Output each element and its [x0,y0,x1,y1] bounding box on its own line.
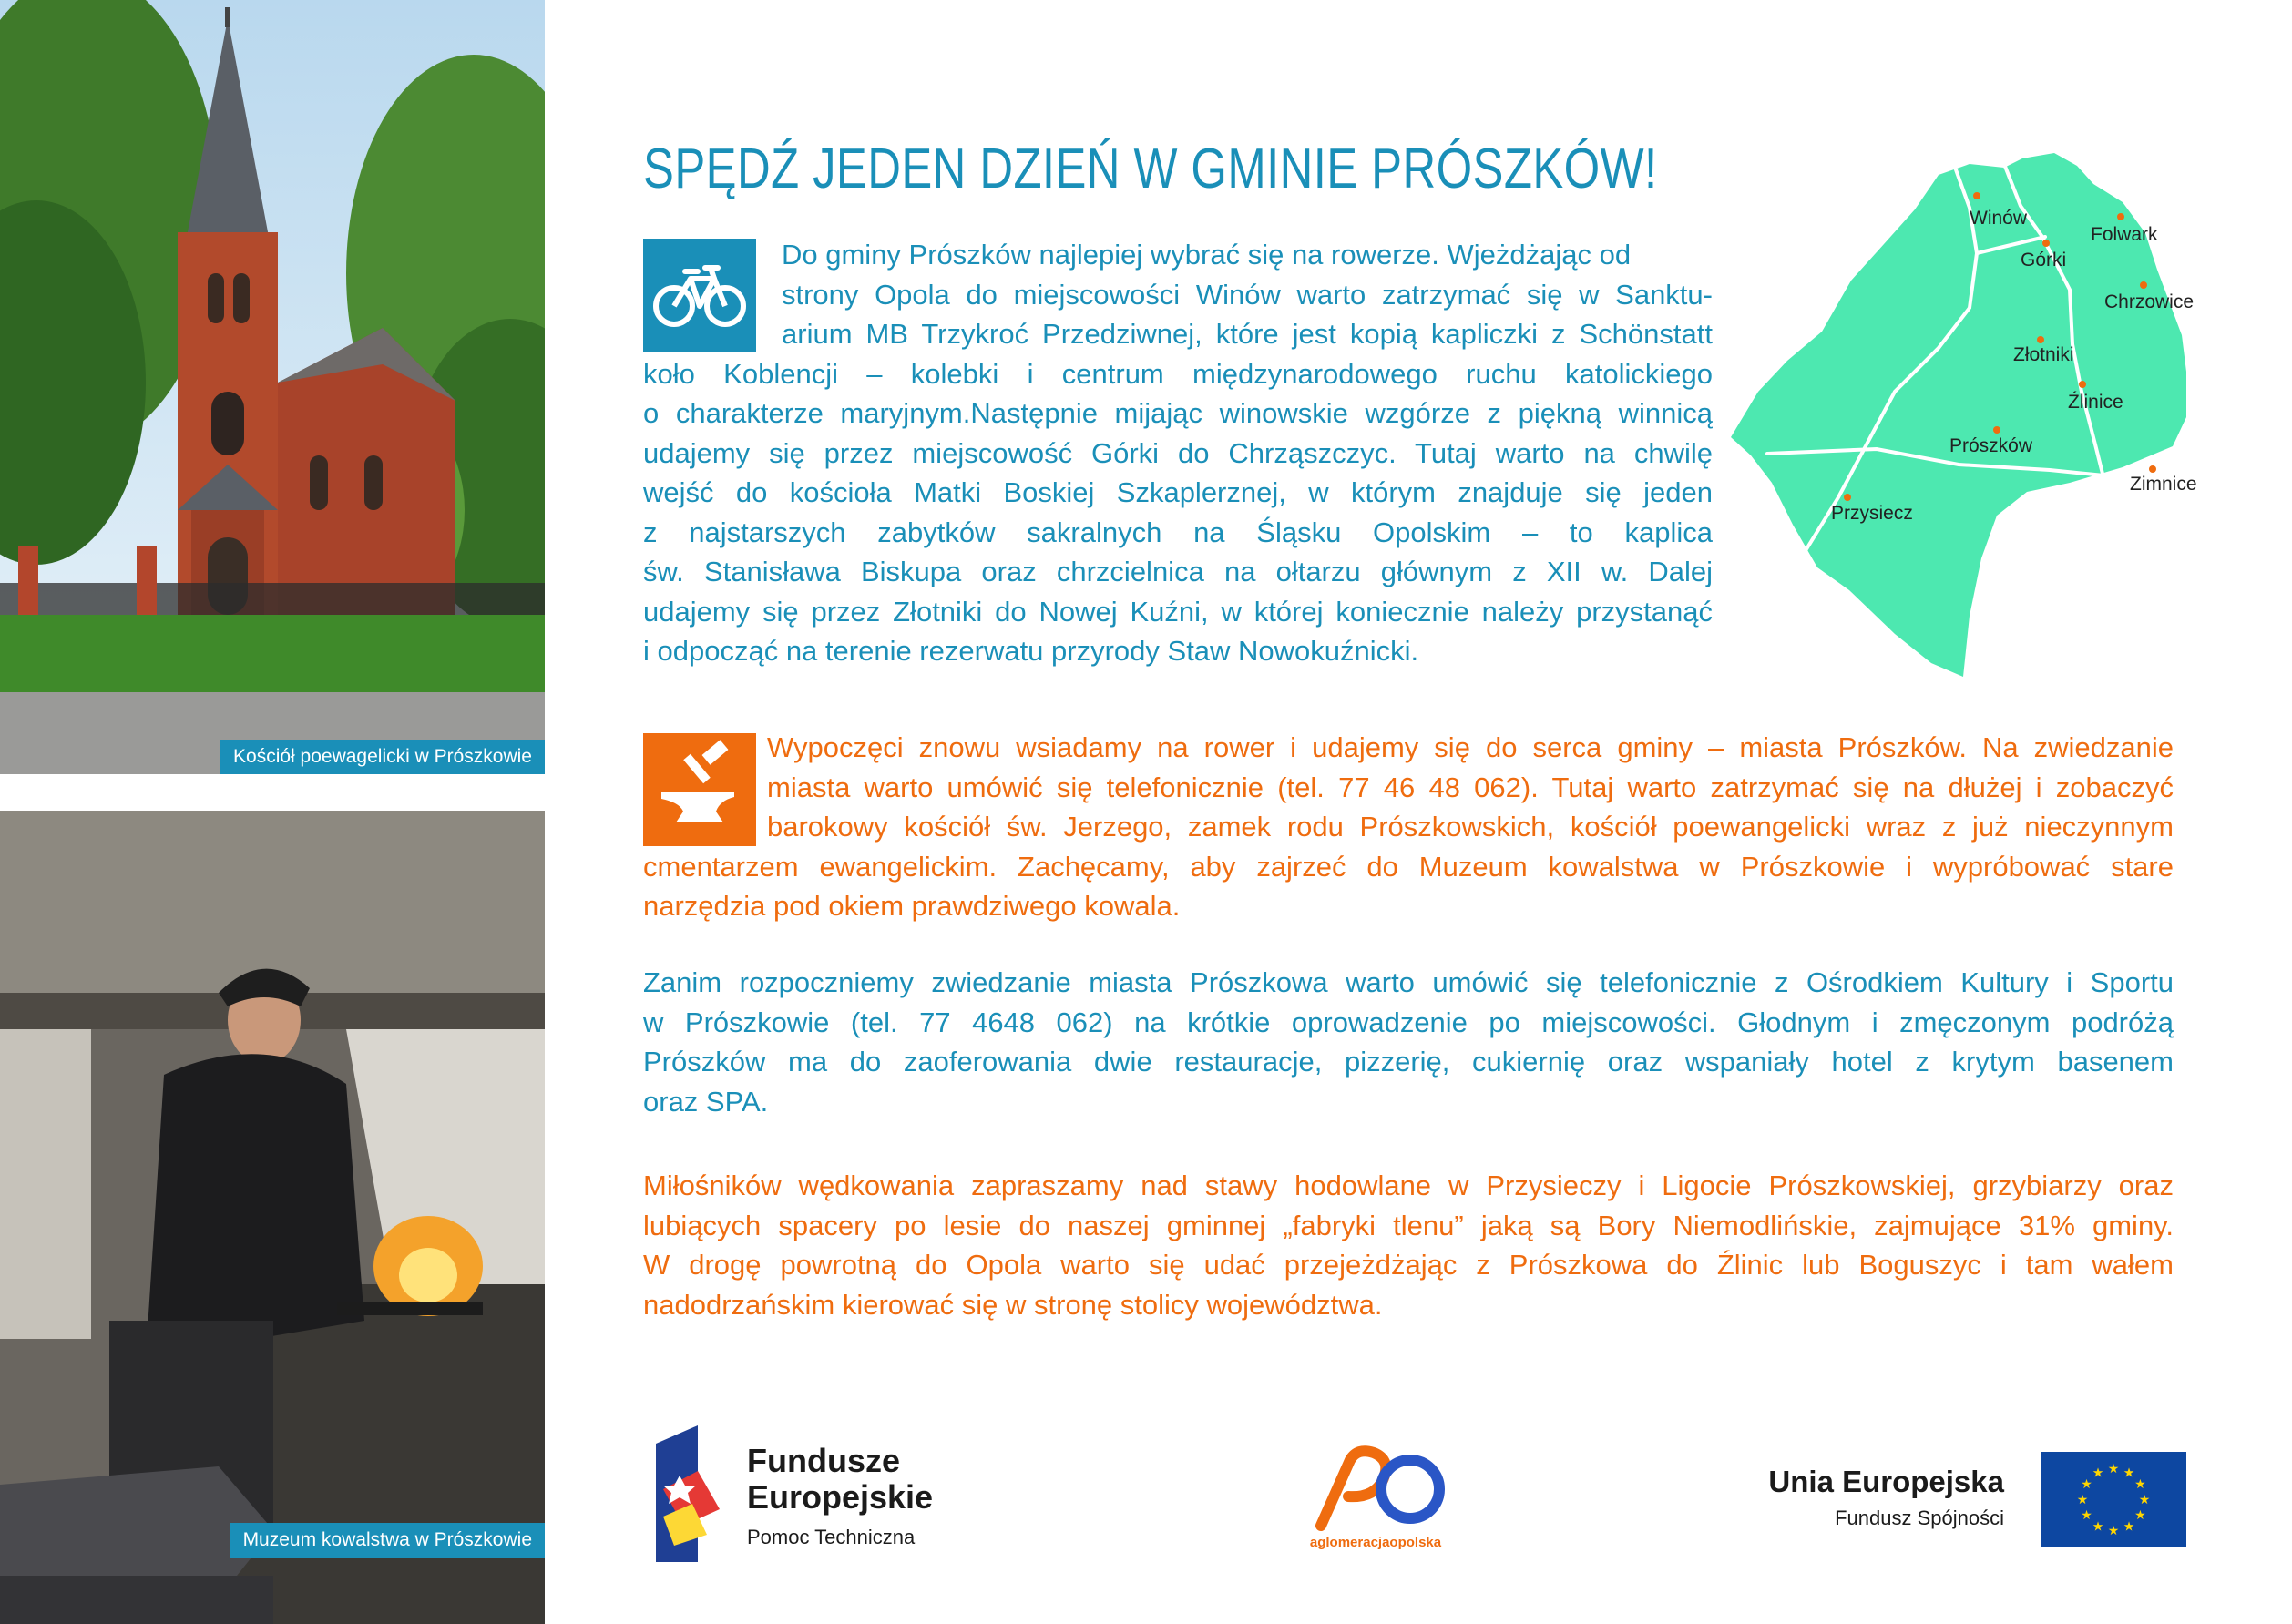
text-line: barokowy kościół św. Jerzego, zamek rodu Prószkowskich, kościół poewangelicki wraz z już nieczynnym [767,811,2174,843]
fe-line1: Fundusze [747,1442,900,1479]
eu-star-icon: ★ [2123,1466,2135,1481]
eu-star-icon: ★ [2134,1508,2146,1523]
text-line: miasta warto umówić się telefonicznie (tel. 77 46 48 062). Tutaj warto zatrzymać się na dłużej i zobaczyć [767,771,2174,803]
map-label-zlinice: Źlinice [2068,392,2123,413]
forge-photo [0,811,545,1624]
text-line: strony Opola do miejscowości Winów warto zatrzymać się w Sanktu- [782,278,1713,311]
aglomeracja-opolska-logo [1294,1444,1458,1562]
map-label-zimnice: Zimnice [2130,474,2197,495]
text-line: cmentarzem ewangelickim. Zachęcamy, aby zajrzeć do Muzeum kowalstwa w Prószkowie i wypróbować stare [643,850,2174,883]
page-title: SPĘDŹ JEDEN DZIEŃ W GMINIE PRÓSZKÓW! [643,138,1658,200]
text-line: lubiących spacery po lesie do naszej gminnej „fabryki tlenu” jaką są Bory Niemodlińskie, zajmujące 31% gminy. [643,1209,2174,1241]
text-line: wejść do kościoła Matki Boskiej Szkaplerznej, w którym znajduje się jeden [643,476,1713,508]
eu-star-icon: ★ [2107,1524,2120,1538]
eu-star-icon: ★ [2123,1519,2135,1535]
ao-text: aglomeracjaopolska [1309,1535,1442,1550]
info-paragraph [643,963,2174,1121]
text-line: Miłośników wędkowania zapraszamy nad stawy hodowlane w Przysieczy i Ligocie Prószkowskiej, grzybiarzy oraz [643,1169,2174,1201]
intro-paragraph [643,235,1713,671]
church-photo [0,0,545,774]
church-caption: Kościół poewagelicki w Prószkowie [220,740,545,774]
ue-line2: Fundusz Spójności [1835,1507,2004,1529]
fe-line3: Pomoc Techniczna [747,1526,916,1548]
text-line: Prószków ma do zaoferowania dwie restauracje, pizzerię, cukiernię oraz wspaniały hotel z krytym basenem [643,1046,2174,1078]
gmina-map [1731,153,2241,679]
text-line: Wypoczęci znowu wsiadamy na rower i udajemy się do serca gminy – miasta Prószków. Na zwiedzanie [767,731,2174,763]
text-line: Do gminy Prószków najlepiej wybrać się na rowerze. Wjeżdżając od [782,239,1632,271]
text-line: oraz SPA. [643,1085,769,1118]
leisure-paragraph [643,1166,2174,1324]
text-line: koło Koblencji – kolebki i centrum międzynarodowego ruchu katolickiego [643,357,1713,390]
text-line: św. Stanisława Biskupa oraz chrzcielnica na ołtarzu głównym z XII w. Dalej [643,556,1713,587]
fe-line2: Europejskie [747,1478,934,1516]
town-paragraph [643,728,2174,926]
photo-column [0,0,545,1624]
text-line: arium MB Trzykroć Przedziwnej, które jest kopią kapliczki z Schönstatt [782,318,1713,350]
map-label-proszkow: Prószków [1949,435,2033,456]
text-line: z najstarszych zabytków sakralnych na Śląsku Opolskim – to kaplica [643,516,1713,548]
text-line: W drogę powrotną do Opola warto się udać przejeżdżając z Prószkowa do Źlinic lub Boguszyc i tam wałem [643,1249,2174,1281]
forge-caption: Muzeum kowalstwa w Prószkowie [230,1523,545,1558]
eu-star-icon: ★ [2138,1493,2151,1507]
text-line: i odpocząć na terenie rezerwatu przyrody Staw Nowokuźnicki. [643,635,1419,667]
text-line: Zanim rozpoczniemy zwiedzanie miasta Prószkowa warto umówić się telefonicznie z Ośrodkiem Kultury i Sportu [643,966,2174,998]
map-label-zlotniki: Złotniki [2013,344,2074,365]
eu-star-icon: ★ [2092,1466,2104,1481]
unia-europejska-logo [1749,1452,2186,1552]
map-label-winow: Winów [1970,208,2028,229]
text-line: narzędzia pod okiem prawdziwego kowala. [643,890,1181,922]
map-label-przysiecz: Przysiecz [1831,503,1913,524]
eu-star-icon: ★ [2092,1519,2104,1535]
fundusze-europejskie-logo [656,1425,1020,1562]
text-line: o charakterze maryjnym.Następnie mijając winowskie wzgórze z piękną winnicą [643,397,1713,429]
text-line: udajemy się przez Złotniki do Nowej Kuźni, w której koniecznie należy przystanąć [643,595,1713,628]
eu-star-icon: ★ [2134,1477,2146,1492]
eu-star-icon: ★ [2081,1477,2092,1492]
eu-star-icon: ★ [2081,1508,2092,1523]
map-label-chrzowice: Chrzowice [2104,291,2195,312]
fe-flag-icon [656,1425,720,1562]
map-label-folwark: Folwark [2091,224,2158,245]
eu-star-icon: ★ [2076,1493,2089,1507]
eu-flag-icon [2041,1452,2186,1547]
ao-symbol-icon [1294,1444,1458,1535]
eu-star-icon: ★ [2107,1462,2120,1476]
text-line: w Prószkowie (tel. 77 4648 062) na krótkie oprowadzenie po miejscowości. Głodnym i zmęczonym podróżą [643,1006,2174,1038]
map-label-gorki: Górki [2021,250,2067,271]
text-line: udajemy się przez miejscowość Górki do Chrząszczyc. Tutaj warto na chwilę [643,436,1713,469]
ue-line1: Unia Europejska [1768,1465,2004,1498]
text-line: nadodrzańskim kierować się w stronę stolicy województwa. [643,1288,1383,1321]
